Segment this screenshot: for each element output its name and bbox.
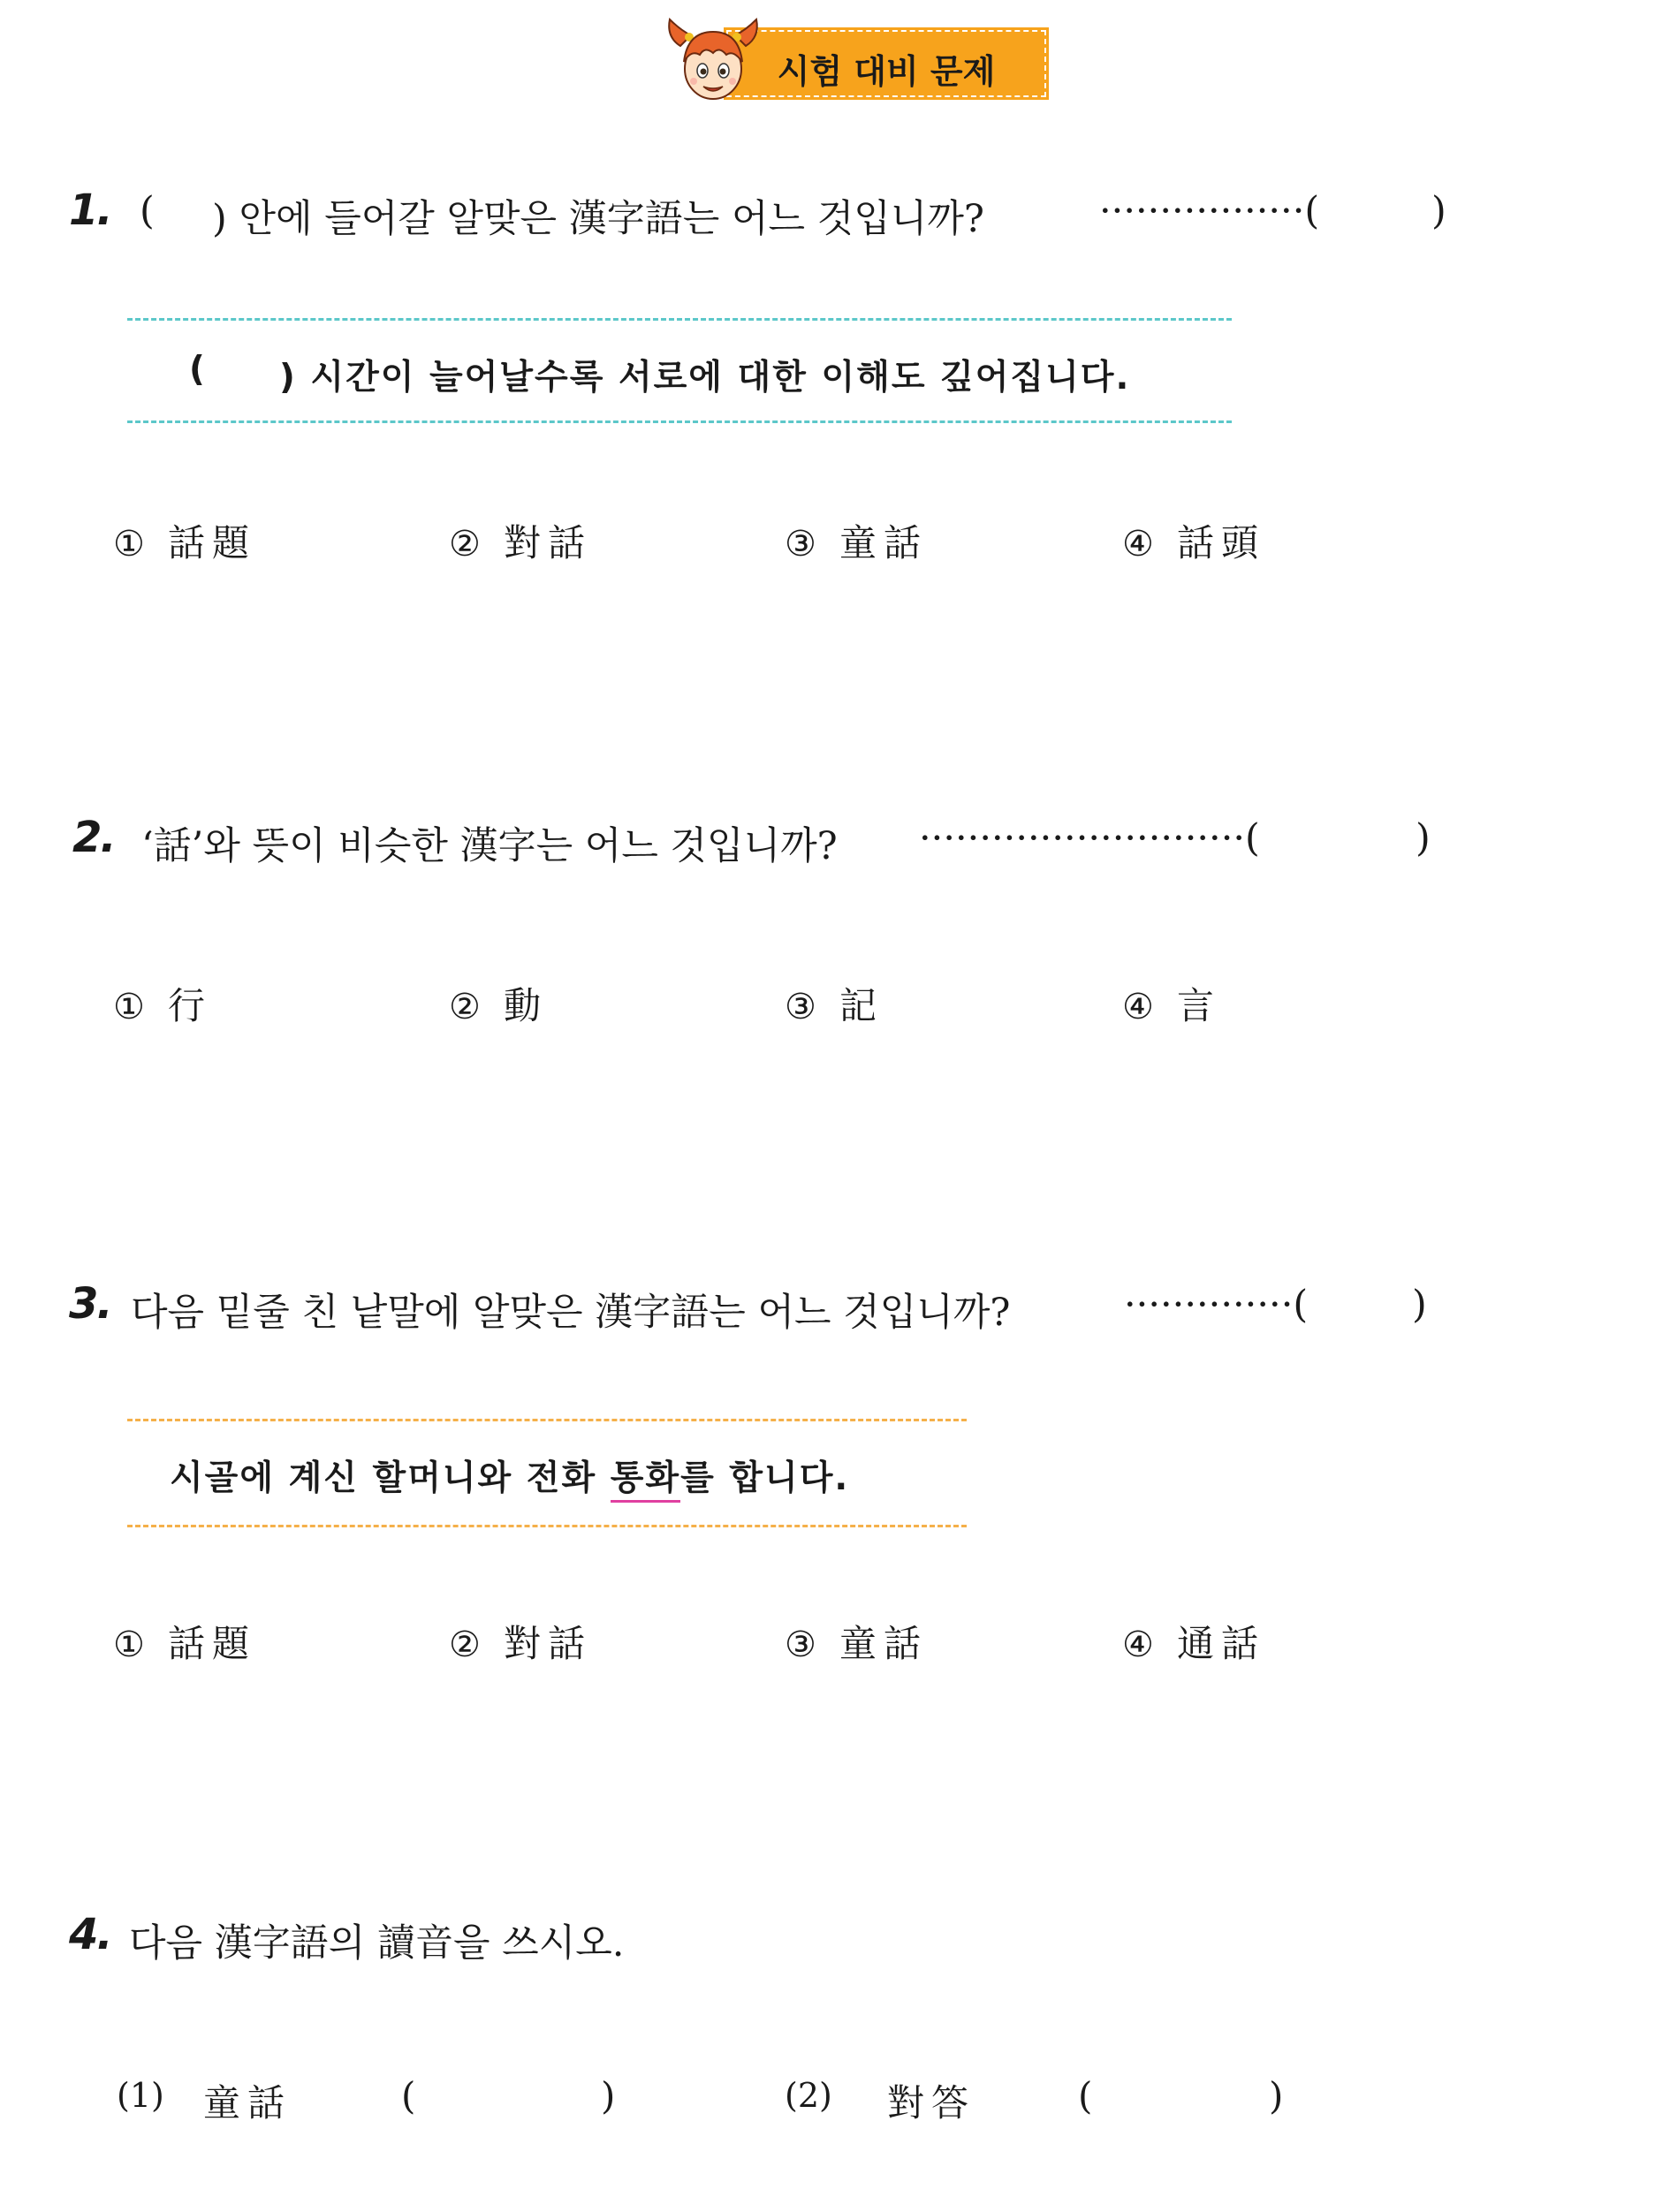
sentence-part: 를 합니다. (680, 1458, 850, 1498)
question-number: 1. (69, 186, 111, 235)
answer-blank-close[interactable]: ) (601, 2074, 616, 2117)
option-marker: ① (113, 524, 145, 564)
sentence-open-paren: ( (189, 350, 207, 390)
example-sentence-box (127, 1419, 967, 1534)
item-word: 對答 (887, 2081, 976, 2125)
option-label: 話題 (168, 1622, 257, 1665)
option-marker: ④ (1122, 1625, 1154, 1665)
q2-options (113, 977, 1350, 1030)
option-marker: ② (449, 1625, 481, 1665)
badge-label: 시험 대비 문제 (777, 52, 996, 91)
option-3[interactable] (785, 514, 928, 567)
question-number: 3. (69, 1279, 111, 1329)
option-label: 話頭 (1177, 521, 1266, 564)
option-3[interactable] (785, 977, 884, 1030)
dashed-divider (127, 318, 1232, 321)
option-marker: ③ (785, 987, 816, 1027)
option-label: 言 (1177, 984, 1222, 1027)
answer-blank-open[interactable]: ( (1078, 2074, 1093, 2117)
option-marker: ② (449, 987, 481, 1027)
option-label: 話題 (168, 521, 257, 564)
item-marker: (1) (117, 2076, 164, 2115)
example-sentence-box (127, 318, 1232, 433)
girl-mascot-icon (664, 11, 762, 108)
option-label: 對話 (504, 521, 593, 564)
option-marker: ① (113, 987, 145, 1027)
question-text: 다음 漢字語의 讀音을 쓰시오. (129, 1921, 625, 1966)
question-3 (69, 1279, 1571, 1335)
option-label: 行 (168, 984, 213, 1027)
dashed-divider (127, 1419, 967, 1421)
option-4[interactable] (1122, 977, 1221, 1030)
option-marker: ① (113, 1625, 145, 1665)
answer-blank-close[interactable]: ) (1416, 816, 1431, 860)
option-2[interactable] (449, 514, 592, 567)
answer-blank-close[interactable]: ) (1412, 1283, 1427, 1327)
example-sentence (170, 1451, 849, 1500)
answer-blank-open[interactable]: ( (401, 2074, 416, 2117)
option-2[interactable] (449, 977, 548, 1030)
option-1[interactable] (113, 977, 212, 1030)
dashed-divider (127, 1525, 967, 1527)
question-text: ) 안에 들어갈 알맞은 漢字語는 어느 것입니까? (212, 197, 984, 241)
question-number: 4. (69, 1910, 111, 1959)
question-text: ‘話’와 뜻이 비슷한 漢字는 어느 것입니까? (141, 824, 838, 868)
option-marker: ④ (1122, 987, 1154, 1027)
item-word: 童話 (203, 2081, 292, 2125)
option-marker: ③ (785, 524, 816, 564)
answer-leader-dots: ·················( (1099, 189, 1320, 233)
question-number: 2. (72, 813, 115, 862)
option-label: 記 (839, 984, 884, 1027)
option-1[interactable] (113, 1615, 256, 1668)
option-label: 童話 (839, 1622, 929, 1665)
q1-options (113, 514, 1350, 567)
q3-options (113, 1615, 1350, 1668)
badge-box (726, 30, 1046, 97)
exam-prep-badge (664, 11, 1053, 108)
option-4[interactable] (1122, 1615, 1265, 1668)
answer-blank-close[interactable]: ) (1431, 189, 1446, 233)
question-4 (69, 1910, 1571, 1966)
option-label: 對話 (504, 1622, 593, 1665)
option-marker: ③ (785, 1625, 816, 1665)
option-marker: ② (449, 524, 481, 564)
q4-items (117, 2074, 1354, 2127)
option-2[interactable] (449, 1615, 592, 1668)
option-label: 通話 (1177, 1622, 1266, 1665)
example-sentence: ) 시간이 늘어날수록 서로에 대한 이해도 깊어집니다. (279, 358, 1131, 398)
question-open-paren: ( (140, 189, 155, 233)
answer-leader-dots: ···························( (919, 816, 1260, 860)
option-label: 童話 (839, 521, 929, 564)
option-4[interactable] (1122, 514, 1265, 567)
option-1[interactable] (113, 514, 256, 567)
answer-blank-close[interactable]: ) (1269, 2074, 1284, 2117)
option-marker: ④ (1122, 524, 1154, 564)
sentence-part: 시골에 계신 할머니와 전화 (170, 1458, 611, 1498)
item-marker: (2) (785, 2076, 832, 2115)
underlined-word: 통화 (611, 1458, 680, 1503)
question-text: 다음 밑줄 친 낱말에 알맞은 漢字語는 어느 것입니까? (131, 1291, 1011, 1335)
answer-leader-dots: ··············( (1124, 1283, 1309, 1327)
question-1 (69, 186, 1571, 239)
question-2 (72, 813, 1575, 866)
dashed-divider (127, 420, 1232, 423)
option-label: 動 (504, 984, 549, 1027)
option-3[interactable] (785, 1615, 928, 1668)
